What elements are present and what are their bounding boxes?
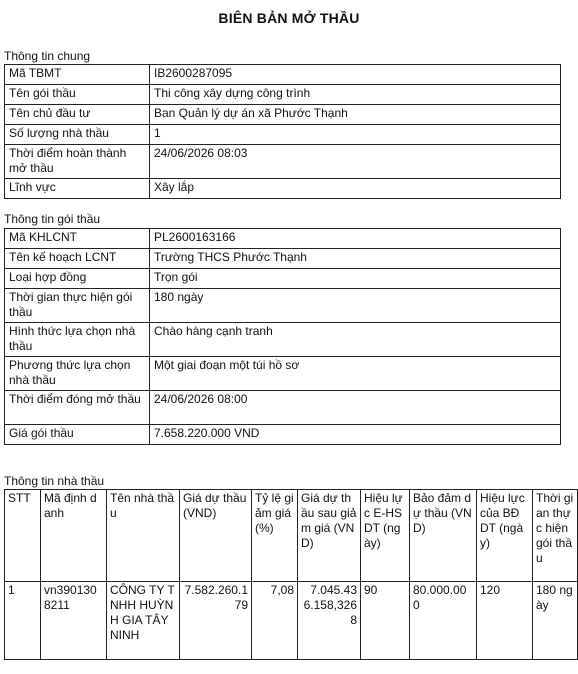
table-row [5,582,578,660]
row-value: Trọn gói [150,269,561,289]
table-row [5,229,561,249]
table-row [5,105,561,125]
column-header: Thời gian thực hiện gói thầu [533,490,578,582]
table-cell: vn3901308211 [41,582,107,660]
row-value: Chào hàng cạnh tranh [150,323,561,357]
table-cell: 1 [5,582,41,660]
contractor-table [4,489,578,660]
table-row [5,269,561,289]
table-row [5,179,561,199]
row-value: Trường THCS Phước Thạnh [150,249,561,269]
row-key: Thời gian thực hiện gói thầu [5,289,150,323]
contractor-info-label: Thông tin nhà thầu [4,474,105,488]
row-value: 7.658.220.000 VND [150,425,561,445]
row-key: Thời điểm hoàn thành mở thầu [5,145,150,179]
table-row [5,323,561,357]
column-header: STT [5,490,41,582]
table-row [5,357,561,391]
table-row [5,65,561,85]
row-key: Phương thức lựa chọn nhà thầu [5,357,150,391]
package-info-label: Thông tin gói thầu [4,212,101,226]
row-key: Tên kế hoạch LCNT [5,249,150,269]
table-cell: CÔNG TY TNHH HUỲNH GIA TÂY NINH [107,582,180,660]
table-cell: 80.000.000 [410,582,477,660]
document-title: BIÊN BẢN MỞ THẦU [218,10,360,26]
table-row [5,391,561,425]
table-row [5,145,561,179]
row-value: 180 ngày [150,289,561,323]
row-key: Mã TBMT [5,65,150,85]
column-header: Tỷ lệ giảm giá (%) [252,490,298,582]
column-header: Mã định danh [41,490,107,582]
row-value: 1 [150,125,561,145]
row-key: Lĩnh vực [5,179,150,199]
general-info-table [4,64,561,199]
row-key: Loại hợp đồng [5,269,150,289]
table-cell: 90 [361,582,410,660]
row-value: Một giai đoạn một túi hồ sơ [150,357,561,391]
column-header: Hiệu lực của BĐ DT (ngày) [477,490,533,582]
general-info-label: Thông tin chung [4,49,91,63]
table-cell: 7,08 [252,582,298,660]
row-value: Xây lắp [150,179,561,199]
table-header-row [5,490,578,582]
row-value: PL2600163166 [150,229,561,249]
row-value: Thi công xây dựng công trình [150,85,561,105]
column-header: Tên nhà thầu [107,490,180,582]
column-header: Bảo đảm dự thầu (VND) [410,490,477,582]
row-key: Thời điểm đóng mở thầu [5,391,150,425]
row-key: Giá gói thầu [5,425,150,445]
table-cell: 180 ngày [533,582,578,660]
row-value: IB2600287095 [150,65,561,85]
column-header: Hiệu lực E-HSDT (ngày) [361,490,410,582]
table-row [5,425,561,445]
table-row [5,125,561,145]
row-key: Tên chủ đầu tư [5,105,150,125]
table-cell: 7.045.436.158,3268 [298,582,361,660]
row-key: Mã KHLCNT [5,229,150,249]
row-value: 24/06/2026 08:03 [150,145,561,179]
table-row [5,85,561,105]
package-info-table [4,228,561,445]
table-row [5,289,561,323]
row-value: 24/06/2026 08:00 [150,391,561,425]
table-row [5,249,561,269]
row-key: Hình thức lựa chọn nhà thầu [5,323,150,357]
row-key: Tên gói thầu [5,85,150,105]
table-cell: 120 [477,582,533,660]
table-cell: 7.582.260.179 [180,582,252,660]
row-value: Ban Quản lý dự án xã Phước Thạnh [150,105,561,125]
row-key: Số lượng nhà thầu [5,125,150,145]
column-header: Giá dự thầu sau giảm giá (VND) [298,490,361,582]
column-header: Giá dự thầu (VND) [180,490,252,582]
